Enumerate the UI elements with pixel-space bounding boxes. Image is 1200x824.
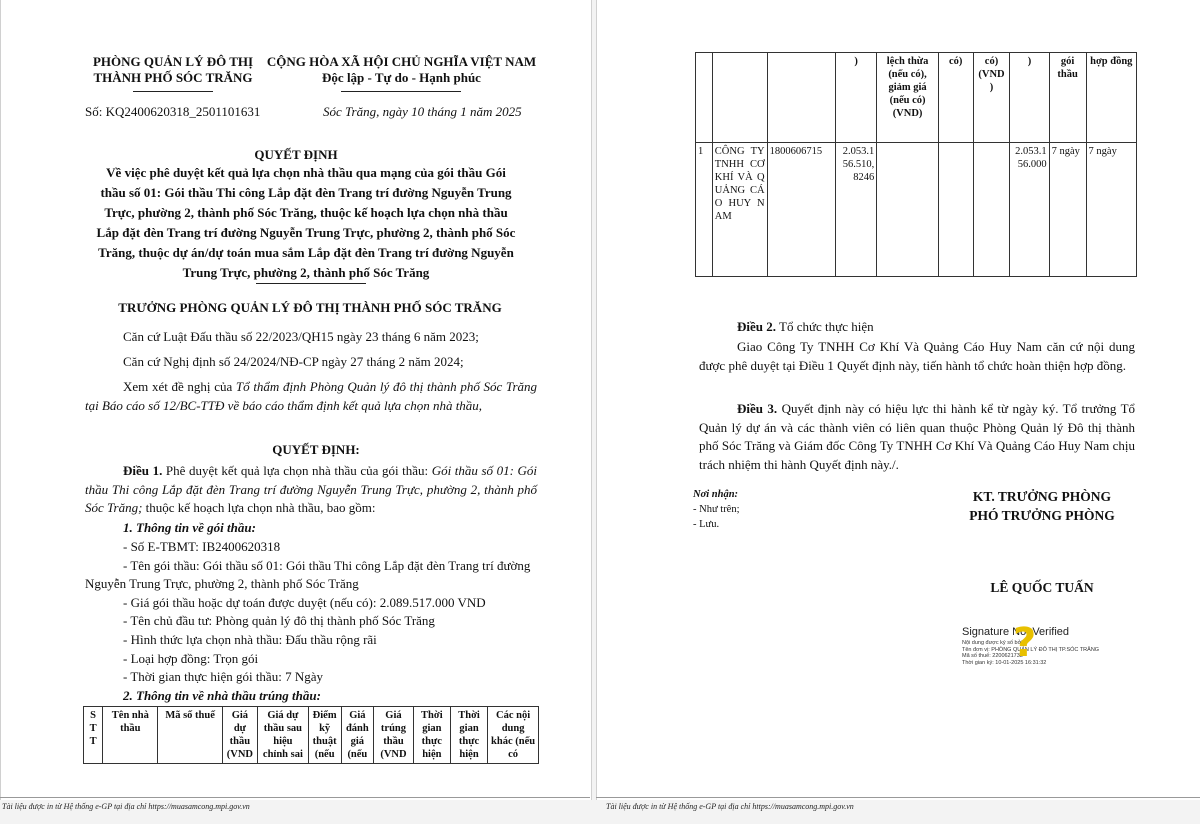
org-name: PHÒNG QUẢN LÝ ĐÔ THỊ THÀNH PHỐ SÓC TRĂNG xyxy=(92,54,254,85)
col-header: S T T xyxy=(84,707,103,764)
col-header: Giá đánh giá (nếu xyxy=(341,707,374,764)
cell-tax-code: 1800606715 xyxy=(767,143,835,277)
table-row xyxy=(696,143,1137,277)
cell-winning-price: 2.053.156.000 xyxy=(1010,143,1049,277)
section-1-heading: 1. Thông tin về gói thầu: xyxy=(123,520,256,535)
signing-authority: KT. TRƯỞNG PHÒNG PHÓ TRƯỞNG PHÒNG xyxy=(969,489,1115,523)
consideration-paragraph: Xem xét đề nghị của Tổ thẩm định Phòng Quản lý đô thị thành phố Sóc Trăng tại Báo cáo số 12/BC-TTĐ về báo cáo thẩm định kết quả lựa chọn nhà thầu, xyxy=(85,379,537,413)
col-header-tail xyxy=(696,53,713,143)
recipient-item: - Như trên; xyxy=(693,504,740,515)
info-item: - Hình thức lựa chọn nhà thầu: Đấu thầu rộng rãi xyxy=(123,631,377,647)
national-motto: CỘNG HÒA XÃ HỘI CHỦ NGHĨA VIỆT NAM Độc lập - Tự do - Hạnh phúc xyxy=(266,54,537,85)
package-info-list xyxy=(85,538,537,687)
col-header: Tên nhà thầu xyxy=(103,707,158,764)
info-item: - Tên chủ đầu tư: Phòng quản lý đô thị thành phố Sóc Trăng xyxy=(123,613,435,629)
col-header-tail: ) xyxy=(1010,53,1049,143)
col-header-tail: gói thầu xyxy=(1049,53,1086,143)
col-header: Giá trúng thầu (VND xyxy=(374,707,413,764)
article-2-text: Giao Công Ty TNHH Cơ Khí Và Quảng Cáo Huy Nam căn cứ nội dung được phê duyệt tại Điều 1 Quyết định này, tiến hành tổ chức hoàn thiện hợp đồng. xyxy=(699,339,1135,373)
motto-underline xyxy=(341,91,461,92)
col-header-tail xyxy=(767,53,835,143)
signer-name: LÊ QUỐC TUẤN xyxy=(990,580,1094,595)
col-header: Mã số thuế xyxy=(158,707,222,764)
decision-subject: Về việc phê duyệt kết quả lựa chọn nhà thầu qua mạng của gói thầu Gói thầu số 01: Gói thầu Thi công Lắp đặt đèn Trang trí đường Nguyễn Trung Trực, phường 2, thành phố Sóc Trăng, thuộc kế hoạch lựa chọn nhà thầu Lắp đặt đèn Trang trí đường Nguyễn Trung Trực, phường 2, thành phố Sóc Trăng, thuộc dự án/dự toán mua sắm Lắp đặt đèn Trang trí đường Nguyễn Trung Trực, phường 2, thành phố Sóc Trăng xyxy=(96,165,516,280)
cell-time-contract: 7 ngày xyxy=(1086,143,1136,277)
footer-rule xyxy=(0,797,590,798)
signature-details: Nội dung được ký số bởi: Tên đơn vị: PHÒNG QUẢN LÝ ĐÔ THỊ TP.SÓC TRĂNG Mã số thuế: 2200621738 Thời gian ký: 10-01-2025 16:31:32 xyxy=(962,640,1100,666)
winner-table-header xyxy=(83,706,539,764)
cell-stt: 1 xyxy=(696,143,713,277)
col-header-tail: hợp đồng xyxy=(1086,53,1136,143)
cell-contractor-name: CÔNG TY TNHH CƠ KHÍ VÀ QUẢNG CÁO HUY NAM xyxy=(712,143,767,277)
issuing-authority: TRƯỞNG PHÒNG QUẢN LÝ ĐÔ THỊ THÀNH PHỐ SÓC TRĂNG xyxy=(118,300,502,315)
document-page-2 xyxy=(596,0,1200,800)
col-header-tail: ) xyxy=(835,53,876,143)
col-header: Giá dự thầu sau hiệu chỉnh sai xyxy=(258,707,309,764)
legal-basis-2: Căn cứ Nghị định số 24/2024/NĐ-CP ngày 27 tháng 2 năm 2024; xyxy=(123,354,464,369)
col-header: Thời gian thực hiện xyxy=(450,707,487,764)
col-header-tail: có) xyxy=(938,53,973,143)
winner-table-continuation xyxy=(695,52,1137,277)
col-header-tail xyxy=(712,53,767,143)
info-item: - Tên gói thầu: Gói thầu số 01: Gói thầu Thi công Lắp đặt đèn Trang trí đường Nguyễn Trung Trực, phường 2, thành phố Sóc Trăng xyxy=(85,557,531,592)
col-header: Các nội dung khác (nếu có xyxy=(488,707,539,764)
footer-rule xyxy=(596,797,1200,798)
article-1: Điều 1. Phê duyệt kết quả lựa chọn nhà thầu của gói thầu: Gói thầu số 01: Gói thầu Thi công Lắp đặt đèn Trang trí đường Nguyễn Trung Trực, phường 2, thành phố Sóc Trăng; thuộc kế hoạch lựa chọn nhà thầu, bao gồm: xyxy=(85,463,538,516)
decision-title: QUYẾT ĐỊNH xyxy=(254,147,338,162)
cell-time-package: 7 ngày xyxy=(1049,143,1086,277)
info-item: - Thời gian thực hiện gói thầu: 7 Ngày xyxy=(123,669,323,685)
page-1-footer: Tài liệu được in từ Hệ thống e-GP tại địa chỉ https://muasamcong.mpi.gov.vn xyxy=(2,802,250,811)
recipient-item: - Lưu. xyxy=(693,519,720,530)
info-item: - Loại hợp đồng: Trọn gói xyxy=(123,650,259,666)
col-header-tail: lệch thừa (nếu có), giảm giá (nếu có) (VND) xyxy=(877,53,939,143)
col-header: Thời gian thực hiện xyxy=(413,707,450,764)
org-underline xyxy=(133,91,213,92)
article-3-text: Điều 3. Quyết định này có hiệu lực thi hành kể từ ngày ký. Tổ trưởng Tổ Quản lý dự án và các thành viên có liên quan thuộc Phòng Quản lý Đô thị thành phố Sóc Trăng và Giám đốc Công Ty TNHH Cơ Khí Và Quảng Cáo Huy Nam chịu trách nhiệm thi hành Quyết định này./. xyxy=(699,401,1136,472)
section-2-heading: 2. Thông tin về nhà thầu trúng thầu: xyxy=(123,688,321,703)
col-header: Điểm kỹ thuật (nếu xyxy=(308,707,341,764)
col-header-tail: có) (VND ) xyxy=(973,53,1010,143)
unverified-question-icon: ? xyxy=(1013,620,1037,666)
info-item: - Số E-TBMT: IB2400620318 xyxy=(123,539,281,554)
document-page-1 xyxy=(0,0,592,800)
cell-bid-price: 2.053.156.510,8246 xyxy=(835,143,876,277)
subject-underline xyxy=(256,283,366,284)
page-2-footer: Tài liệu được in từ Hệ thống e-GP tại địa chỉ https://muasamcong.mpi.gov.vn xyxy=(606,802,854,811)
recipients-title: Nơi nhận: xyxy=(693,489,739,500)
col-header: Giá dự thầu (VND xyxy=(222,707,257,764)
signature-status: Signature Not Verified xyxy=(962,626,1070,638)
cell-empty xyxy=(938,143,973,277)
recipients-block xyxy=(693,487,740,532)
place-and-date: Sóc Trăng, ngày 10 tháng 1 năm 2025 xyxy=(323,104,522,119)
cell-empty xyxy=(877,143,939,277)
legal-basis-1: Căn cứ Luật Đấu thầu số 22/2023/QH15 ngày 23 tháng 6 năm 2023; xyxy=(123,329,479,344)
digital-signature xyxy=(962,626,1162,666)
cell-empty xyxy=(973,143,1010,277)
info-item: - Giá gói thầu hoặc dự toán được duyệt (nếu có): 2.089.517.000 VND xyxy=(123,594,486,610)
article-2-title: Điều 2. Tổ chức thực hiện xyxy=(737,319,874,334)
decide-heading: QUYẾT ĐỊNH: xyxy=(272,442,360,457)
document-number: Số: KQ2400620318_2501101631 xyxy=(85,104,261,119)
